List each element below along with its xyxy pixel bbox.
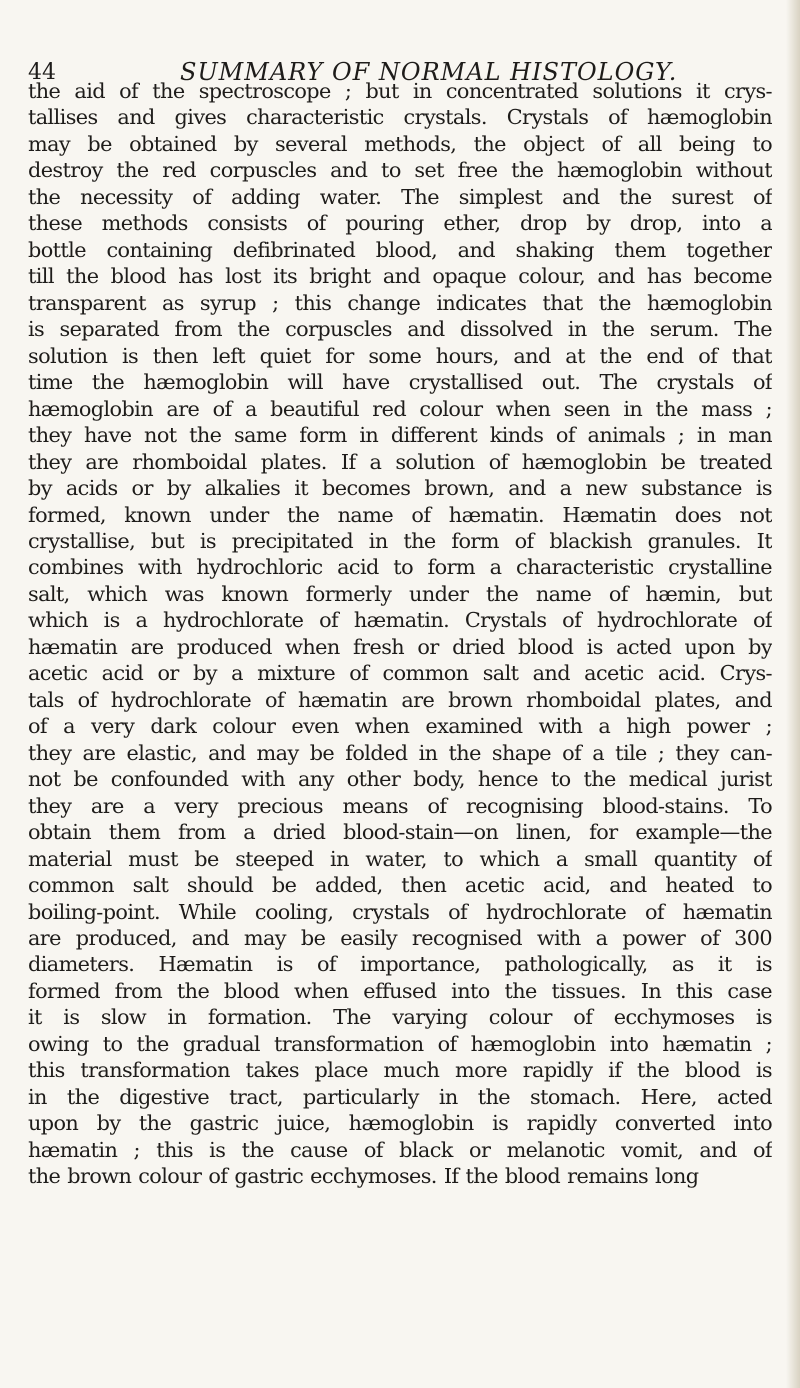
text-line: is separated from the corpuscles and dissolved in the serum. The <box>28 317 772 342</box>
text-line: acetic acid or by a mixture of common salt and acetic acid. Crys- <box>28 661 772 686</box>
text-line: the brown colour of gastric ecchymoses. If the blood remains long <box>28 1164 699 1189</box>
text-line: destroy the red corpuscles and to set free the hæmoglobin without <box>28 158 772 183</box>
text-line: common salt should be added, then acetic acid, and heated to <box>28 873 772 898</box>
text-line: they have not the same form in different kinds of animals ; in man <box>28 423 772 448</box>
text-line: formed from the blood when effused into the tissues. In this case <box>28 978 772 1003</box>
text-line: not be confounded with any other body, hence to the medical jurist <box>28 767 772 792</box>
text-line: owing to the gradual transformation of hæmoglobin into hæmatin ; <box>28 1031 772 1056</box>
text-line: are produced, and may be easily recognised with a power of 300 <box>28 926 772 950</box>
text-line: combines with hydrochloric acid to form a characteristic crystalline <box>28 555 772 580</box>
text-line: boiling-point. While cooling, crystals of hydrochlorate of hæmatin <box>28 899 772 924</box>
text-line: diameters. Hæmatin is of importance, pathologically, as it is <box>28 952 772 977</box>
text-line: hæmatin are produced when fresh or dried blood is acted upon by <box>28 634 772 659</box>
text-line: it is slow in formation. The varying colour of ecchymoses is <box>28 1005 772 1030</box>
text-line: the necessity of adding water. The simplest and the surest of <box>28 184 772 209</box>
text-line: crystallise, but is precipitated in the form of blackish granules. It <box>28 528 772 553</box>
running-head: SUMMARY OF NORMAL HISTOLOGY. <box>180 58 678 86</box>
text-line: transparent as syrup ; this change indicates that the hæmoglobin <box>28 290 772 315</box>
text-line: which is a hydrochlorate of hæmatin. Crystals of hydrochlorate of <box>28 608 772 633</box>
text-line: obtain them from a dried blood-stain—on linen, for example—the <box>28 820 772 845</box>
text-line: may be obtained by several methods, the object of all being to <box>28 131 772 156</box>
text-line: in the digestive tract, particularly in the stomach. Here, acted <box>28 1084 772 1109</box>
text-line: these methods consists of pouring ether, drop by drop, into a <box>28 211 772 236</box>
text-line: bottle containing defibrinated blood, and shaking them together <box>28 237 772 262</box>
text-line: formed, known under the name of hæmatin. Hæmatin does not <box>28 502 772 527</box>
text-line: upon by the gastric juice, hæmoglobin is rapidly converted into <box>28 1111 772 1136</box>
body-text <box>28 78 772 1190</box>
text-line: till the blood has lost its bright and opaque colour, and has become <box>28 264 772 289</box>
text-line: solution is then left quiet for some hours, and at the end of that <box>28 343 772 368</box>
text-line: hæmoglobin are of a beautiful red colour when seen in the mass ; <box>28 396 772 421</box>
text-line: they are a very precious means of recognising blood-stains. To <box>28 793 772 818</box>
text-line: by acids or by alkalies it becomes brown, and a new substance is <box>28 476 772 501</box>
page-number: 44 <box>28 60 56 85</box>
text-line: this transformation takes place much more rapidly if the blood is <box>28 1058 772 1083</box>
page-edge-shadow <box>786 0 800 1388</box>
text-line: tals of hydrochlorate of hæmatin are brown rhomboidal plates, and <box>28 687 772 712</box>
text-line: tallises and gives characteristic crystals. Crystals of hæmoglobin <box>28 105 772 130</box>
text-line: the aid of the spectroscope ; but in concentrated solutions it crys- <box>28 79 772 103</box>
text-line: material must be steeped in water, to which a small quantity of <box>28 846 772 871</box>
text-line: salt, which was known formerly under the name of hæmin, but <box>28 581 772 606</box>
text-line: time the hæmoglobin will have crystallised out. The crystals of <box>28 370 772 395</box>
text-line: of a very dark colour even when examined with a high power ; <box>28 714 772 739</box>
text-line: they are rhomboidal plates. If a solution of hæmoglobin be treated <box>28 449 772 474</box>
text-line: they are elastic, and may be folded in the shape of a tile ; they can- <box>28 740 772 765</box>
text-line: hæmatin ; this is the cause of black or melanotic vomit, and of <box>28 1137 772 1162</box>
